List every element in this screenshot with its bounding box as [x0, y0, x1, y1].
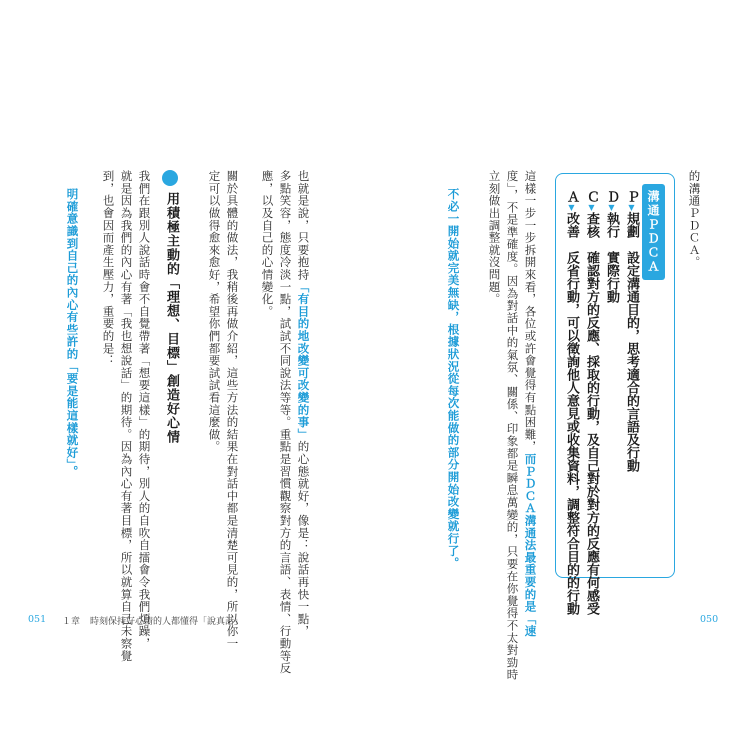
para3-line-2: 定可以做得愈來愈好，希望你們都要試試看這麼做。	[207, 170, 222, 453]
section-heading: 用積極主動的「理想、目標」創造好心情	[164, 192, 179, 444]
intro-line: 的溝通ＰＤＣＡ。	[687, 170, 702, 269]
para4-line-3: 到，也會因而產生壓力，重要的是：	[101, 170, 116, 367]
chapter-title: 時刻保持好心情的人都懂得「說真話」	[90, 617, 244, 627]
pdca-row-c: Ｃ▼查核 確認對方的反應、採取的行動，及自己對於對方的反應有何感受	[584, 190, 599, 615]
pdca-row-p: Ｐ▼規劃 設定溝通目的，思考適合的言語及行動	[624, 190, 639, 472]
para2-line-3: 應，以及自己的心情變化。	[260, 170, 275, 318]
para1-line-3: 立刻做出調整就沒問題。	[487, 170, 502, 306]
para2-line-2: 多點笑容，態度冷淡一點，試試不同說法等等。重點是習慣觀察對方的言語、表情、行動等反	[278, 170, 293, 675]
right-page-number: 050	[700, 614, 719, 625]
left-page-number: 051	[28, 614, 47, 625]
chapter-label: １章	[62, 617, 81, 627]
para3-line-1: 關於具體的做法，我稍後再做介紹，這些方法的結果在對話中都是清楚可見的，所以你一	[225, 170, 240, 650]
heading-bullet	[162, 170, 178, 186]
para4-line-1: 我們在跟別人說話時會不自覺帶著「想要這樣」的期待，別人的自吹自擂會令我們煩躁，	[137, 170, 152, 650]
para2-line-1: 也就是說，只要抱持「有目的地改變可改變的事」的心態就好，像是：說話再快一點，	[296, 170, 311, 638]
para1-line-1: 這樣一步一步拆開來看，各位或許會覺得有點困難，而ＰＤＣＡ溝通法最重要的是「速	[523, 170, 538, 638]
left-emphasis-line: 明確意識到自己的內心有些許的「要是能這樣就好」。	[65, 188, 80, 478]
pdca-title: 溝通ＰＤＣＡ	[642, 184, 665, 280]
pdca-row-d: Ｄ▼執行 實際行動	[604, 190, 619, 303]
pdca-row-a: Ａ▼改善 反省行動，可以徵詢他人意見或收集資料，調整符合目的的行動	[564, 190, 579, 615]
para1-line-2: 度」，不是準確度。因為對話中的氣氛、關係、印象都是瞬息萬變的，只要在你覺得不太對勁時	[505, 170, 520, 681]
para4-line-2: 就是因為我們的內心有著「我也想說話」的期待。因為內心有著目標，所以就算自己未察覺	[119, 170, 134, 662]
right-emphasis-line: 不必一開始就完美無缺，根據狀況從每次能做的部分開始改變就行了。	[446, 188, 461, 570]
